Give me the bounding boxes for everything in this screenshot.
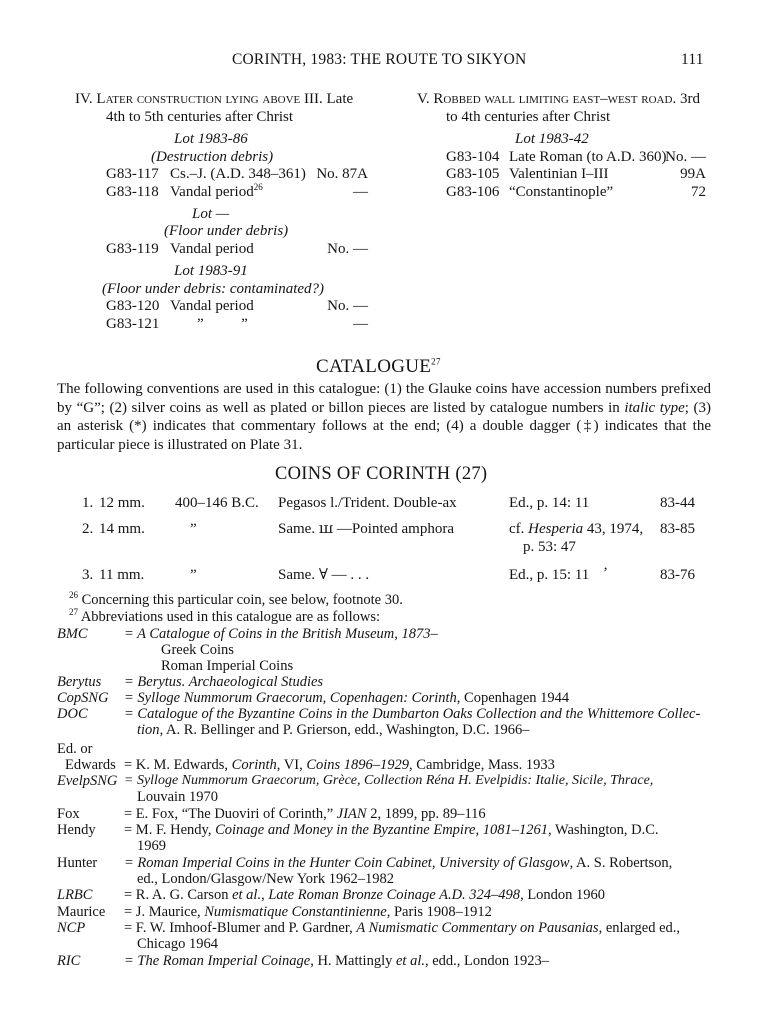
abbr-def-maurice-post: , Paris 1908–1912: [386, 904, 492, 920]
abbr-def-hunter-title: = Roman Imperial Coins in the Hunter Coin Cabinet, University of Glasgow: [124, 855, 570, 871]
abbr-bmc-sub-roman: Roman Imperial Coins: [161, 658, 294, 674]
coin-number: 1.: [82, 495, 94, 511]
abbr-key-ncp: NCP: [57, 920, 86, 936]
coin-no-g83-117: No. 87A: [316, 166, 368, 182]
section-iv-heading-rest: III. Late: [304, 91, 354, 107]
coin-date: ”: [190, 521, 197, 537]
coin-desc-g83-118: [170, 183, 263, 201]
abbr-def-hendy-post: , Washington, D.C.: [547, 822, 659, 838]
coin-size: 11 mm.: [99, 567, 145, 583]
abbr-def-hendy: [124, 821, 659, 839]
coin-reference: Ed., p. 14: 11: [509, 495, 590, 511]
abbr-key-hendy: Hendy: [57, 822, 96, 838]
coin-reference-line2: p. 53: 47: [523, 539, 576, 555]
coin-description: Pegasos l./Trident. Double-ax: [278, 495, 457, 511]
running-title: CORINTH, 1983: THE ROUTE TO SIKYON: [232, 51, 527, 68]
coin-reference-mark: ’: [603, 565, 608, 581]
abbr-def-edwards-pre: = K. M. Edwards,: [124, 757, 232, 773]
abbr-key-fox: Fox: [57, 806, 80, 822]
coin-inventory: 83-85: [660, 521, 695, 537]
coin-desc-g83-105: Valentinian I–III: [509, 166, 609, 182]
footnote-26-number: 26: [69, 590, 78, 601]
section-v-heading-line2: to 4th centuries after Christ: [446, 109, 611, 125]
abbr-key-ed: Ed. or: [57, 741, 93, 757]
abbr-def-edwards-mid: , VI,: [276, 757, 307, 773]
section-iv-heading-line2: 4th to 5th centuries after Christ: [106, 109, 294, 125]
catalogue-intro-italic: italic type: [624, 399, 685, 416]
abbr-def-maurice-title: Numismatique Constantinienne: [204, 904, 387, 920]
coin-inventory: 83-76: [660, 567, 695, 583]
coin-description: Same. ∀ — . . .: [278, 567, 370, 583]
abbr-def-ric-etal: et al.: [395, 953, 425, 969]
abbr-key-lrbc: LRBC: [57, 887, 93, 903]
coin-no-g83-105: 99A: [680, 166, 706, 182]
abbr-def-lrbc-title: Late Roman Bronze Coinage A.D. 324–498: [268, 887, 521, 903]
coin-desc-g83-106: “Constantinople”: [509, 184, 614, 200]
abbr-def-fox-post: 2, 1899, pp. 89–116: [366, 806, 486, 822]
abbr-key-bmc: BMC: [57, 626, 88, 642]
abbr-def-ncp-post: , enlarged ed.,: [598, 920, 681, 936]
abbr-def-edwards-post: , Cambridge, Mass. 1933: [409, 757, 555, 773]
abbr-def-lrbc-pre: = R. A. G. Carson: [124, 887, 233, 903]
catalogue-intro: [57, 380, 711, 454]
abbr-key-edwards: Edwards: [65, 757, 116, 773]
abbr-def-lrbc: [124, 886, 605, 904]
lot-1983-91: Lot 1983-91: [174, 263, 248, 279]
abbr-def-ric-mid: , H. Mattingly: [310, 953, 396, 969]
abbr-def-doc-line1: = Catalogue of the Byzantine Coins in the Dumbarton Oaks Collection and the Whittemore Collec-: [124, 706, 701, 722]
lot-1983-86: Lot 1983-86: [174, 131, 248, 147]
coin-number: 2.: [82, 521, 94, 537]
abbr-def-copsng-title: = Sylloge Nummorum Graecorum, Copenhagen: Corinth: [124, 690, 457, 706]
abbr-def-lrbc-etal: et al.: [232, 887, 262, 903]
coin-no-g83-119: No. —: [327, 241, 368, 257]
coin-reference-suffix: 43, 1974,: [583, 521, 644, 537]
abbr-key-berytus: Berytus: [57, 674, 102, 690]
footnote-26: [69, 591, 403, 609]
coin-id-g83-120: G83-120: [106, 298, 160, 314]
section-v-heading-caps: Robbed wall limiting east–west road.: [433, 91, 677, 107]
coin-desc-g83-118-text: Vandal period: [170, 184, 254, 200]
abbr-def-edwards-title: Coins 1896–1929: [306, 757, 410, 773]
section-iv-heading-caps: Later construction lying above: [96, 91, 301, 107]
section-v-numeral: V.: [417, 91, 430, 107]
abbr-def-berytus: = Berytus. Archaeological Studies: [124, 674, 324, 690]
coin-date: ”: [190, 567, 197, 583]
coin-inventory: 83-44: [660, 495, 695, 511]
abbr-def-hunter-line2: ed., London/Glasgow/New York 1962–1982: [137, 871, 394, 887]
lot-1983-42: Lot 1983-42: [515, 131, 589, 147]
page-number: 111: [681, 51, 704, 68]
coin-desc-g83-104: Late Roman (to A.D. 360): [509, 149, 667, 165]
abbr-def-fox-pre: = E. Fox, “The Duoviri of Corinth,”: [124, 806, 337, 822]
abbr-def-maurice-pre: = J. Maurice,: [124, 904, 205, 920]
catalogue-intro-part1: The following conventions are used in this catalogue: (1) the Glauke coins have accession numbers prefixed by “G”; (2) silver coins as well as plated or billon pieces are listed by catalogue numbers in: [57, 381, 711, 416]
lot-unnumbered: Lot —: [192, 206, 230, 222]
coin-no-g83-104: No. —: [665, 149, 706, 165]
coin-reference: Ed., p. 15: 11: [509, 567, 590, 583]
abbr-def-ric-post: , edd., London 1923–: [424, 953, 550, 969]
coin-id-g83-117: G83-117: [106, 166, 159, 182]
coin-desc-g83-120: Vandal period: [170, 298, 254, 314]
catalogue-heading-text: CATALOGUE: [316, 356, 432, 377]
coin-reference-prefix: cf.: [509, 521, 529, 537]
coin-no-g83-121: —: [353, 316, 368, 332]
abbr-key-ric: RIC: [57, 953, 81, 969]
abbr-def-ric: [124, 952, 549, 970]
abbr-def-hunter-post: , A. S. Robertson,: [569, 855, 673, 871]
section-iv-numeral: IV.: [75, 91, 93, 107]
coin-id-g83-104: G83-104: [446, 149, 500, 165]
coin-size: 12 mm.: [99, 495, 145, 511]
abbr-key-hunter: Hunter: [57, 855, 98, 871]
abbr-def-evelpsng-line2: Louvain 1970: [137, 789, 218, 805]
abbr-key-copsng: CopSNG: [57, 690, 109, 706]
coin-desc-g83-117: Cs.–J. (A.D. 348–361): [170, 166, 306, 182]
abbr-def-lrbc-mid: ,: [261, 887, 269, 903]
abbr-def-ric-title: = The Roman Imperial Coinage: [124, 953, 311, 969]
coin-id-g83-118: G83-118: [106, 184, 159, 200]
coin-reference-journal: Hesperia: [528, 521, 584, 537]
footnote-27-number: 27: [69, 607, 78, 618]
abbr-def-ncp-line2: Chicago 1964: [137, 936, 218, 952]
footnote-ref-26: 26: [253, 182, 263, 192]
lot-unnumbered-note: (Floor under debris): [164, 223, 289, 239]
section-iv-heading: [75, 90, 353, 108]
abbr-def-hendy-line2: 1969: [137, 838, 166, 854]
coin-id-g83-119: G83-119: [106, 241, 159, 257]
lot-1983-86-note: (Destruction debris): [151, 149, 274, 165]
catalogue-intro-part2: ; (3) an asterisk (*) indicates that commentary follows at the end; (4) a double dagger (‡) indicates that the particular piece is illustrated on Plate 31.: [57, 399, 711, 453]
abbr-key-evelpsng: EvelpSNG: [57, 773, 118, 789]
abbr-def-ncp-pre: = F. W. Imhoof-Blumer and P. Gardner,: [124, 920, 357, 936]
footnote-ref-27: 27: [431, 356, 441, 367]
footnote-26-text: Concerning this particular coin, see below, footnote 30.: [81, 592, 403, 608]
abbr-def-edwards-series: Corinth: [231, 757, 277, 773]
abbr-bmc-sub-greek: Greek Coins: [161, 642, 234, 658]
section-v-heading-rest: 3rd: [679, 91, 700, 107]
abbr-def-doc-line2: [137, 721, 529, 739]
catalogue-heading: [316, 358, 441, 376]
coin-id-g83-106: G83-106: [446, 184, 500, 200]
section-v-heading: [417, 90, 700, 108]
abbr-key-doc: DOC: [57, 706, 88, 722]
footnote-27: [69, 608, 380, 626]
coin-no-g83-118: —: [353, 184, 368, 200]
coin-desc-g83-119: Vandal period: [170, 241, 254, 257]
abbr-def-evelpsng-line1: = Sylloge Nummorum Graecorum, Grèce, Collection Réna H. Evelpidis: Italie, Sicile, Thrace,: [124, 773, 654, 788]
abbr-def-lrbc-post: , London 1960: [520, 887, 606, 903]
coin-desc-g83-121: ” ”: [197, 316, 248, 332]
footnote-27-text: Abbreviations used in this catalogue are as follows:: [80, 609, 381, 625]
abbr-def-doc-title-end: tion: [137, 722, 160, 738]
abbr-def-doc-rest: , A. R. Bellinger and P. Grierson, edd., Washington, D.C. 1966–: [159, 722, 530, 738]
coin-id-g83-121: G83-121: [106, 316, 160, 332]
coin-no-g83-106: 72: [691, 184, 706, 200]
abbr-def-bmc: = A Catalogue of Coins in the British Museum, 1873–: [124, 626, 438, 642]
coin-reference: [509, 520, 643, 538]
coin-number: 3.: [82, 567, 94, 583]
coin-description: Same. ꟺ —Pointed amphora: [278, 521, 454, 537]
abbr-def-ncp-title: A Numismatic Commentary on Pausanias: [356, 920, 599, 936]
coin-no-g83-120: No. —: [327, 298, 368, 314]
abbr-def-fox-journal: JIAN: [336, 806, 367, 822]
coins-of-corinth-heading: COINS OF CORINTH (27): [275, 464, 488, 484]
abbr-key-maurice: Maurice: [57, 904, 106, 920]
abbr-def-hendy-title: Coinage and Money in the Byzantine Empire, 1081–1261: [215, 822, 548, 838]
coin-id-g83-105: G83-105: [446, 166, 500, 182]
abbr-def-hendy-pre: = M. F. Hendy,: [124, 822, 216, 838]
abbr-def-copsng-rest: , Copenhagen 1944: [456, 690, 570, 706]
coin-size: 14 mm.: [99, 521, 145, 537]
coin-date: 400–146 B.C.: [175, 495, 259, 511]
lot-1983-91-note: (Floor under debris: contaminated?): [102, 281, 325, 297]
